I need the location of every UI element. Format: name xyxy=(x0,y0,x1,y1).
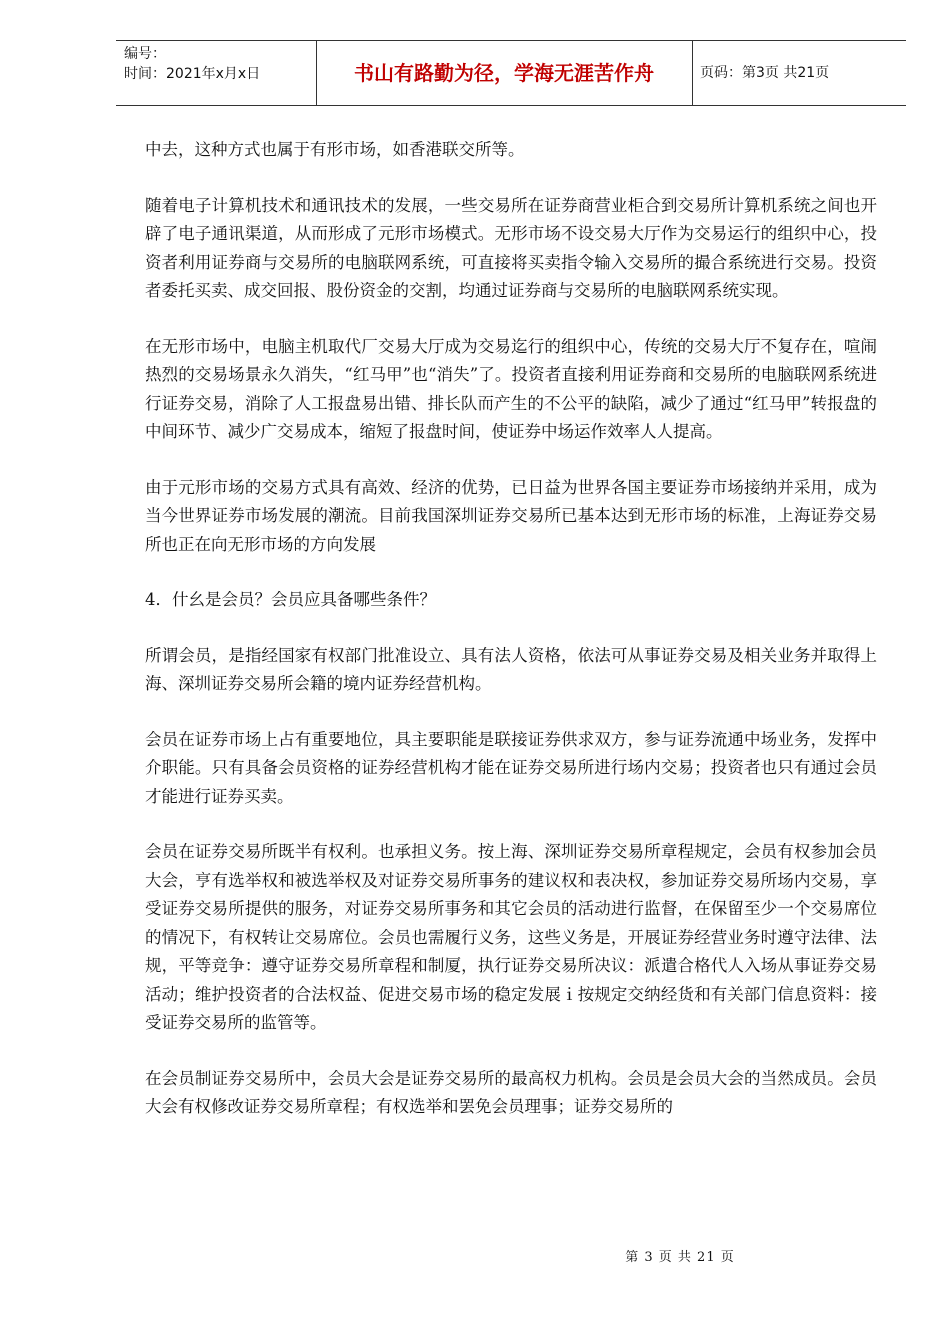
header-page-number: 页码：第3页 共21页 xyxy=(700,65,830,81)
document-body xyxy=(145,136,877,1149)
paragraph: 随着电子计算机技术和通讯技术的发展，一些交易所在证券商营业柜合到交易所计算机系统之间也开辟了电子通讯渠道，从而形成了元形市场模式。无形市场不设交易大厅作为交易运行的组织中心，投资者利用证券商与交易所的电脑联网系统，可直接将买卖指令输入交易所的撮合系统进行交易。投资者委托买卖、成交回报、股份资金的交割，均通过证券商与交易所的电脑联网系统实现。 xyxy=(145,195,877,300)
paragraph: 中去，这种方式也属于有形市场，如香港联交所等。 xyxy=(145,140,525,159)
paragraph: 会员在证券交易所既半有权利。也承担义务。按上海、深圳证券交易所章程规定，会员有权参加会员大会，亨有选举权和被选举权及对证券交易所事务的建议权和表决权，参加证券交易所场内交易，享受证券交易所提供的服务，对证券交易所事务和其它会员的活动进行监督，在保留至少一个交易席位的情况下，有权转让交易席位。会员也需履行义务，这些义务是，开展证券经营业务时遵守法律、法规，平等竞争：遵守证券交易所章程和制厦，执行证券交易所决议：派遣合格代人入场从事证券交易活动；维护投资者的合法权益、促进交易市场的稳定发展ｉ按规定交纳经货和有关部门信息资料：接受证券交易所的监管等。 xyxy=(145,842,877,1032)
paragraph: 所谓会员，是指经国家有权部门批准设立、具有法人资格，依法可从事证券交易及相关业务并取得上海、深圳证券交易所会籍的境内证券经营机构。 xyxy=(145,645,877,693)
page-header xyxy=(116,40,906,106)
time-label: 时间：2021年x月x日 xyxy=(124,66,261,82)
paragraph: 会员在证券市场上占有重要地位，具主要职能是联接证券供求双方，参与证券流通中场业务，发挥中介职能。只有具备会员资格的证券经营机构才能在证券交易所进行场内交易；投资者也只有通过会员才能进行证券买卖。 xyxy=(145,729,877,806)
paragraph: 在无形市场中，电脑主机取代厂交易大厅成为交易迄行的组织中心，传统的交易大厅不复存在，喧闹热烈的交易场景永久消失，“红马甲”也“消失”了。投资者直接利用证券商和交易所的电脑联网系统进行证券交易，消除了人工报盘易出错、排长队而产生的不公平的缺陷，减少了通过“红马甲”转报盘的中间环节、减少广交易成本，缩短了报盘时间，使证券中场运作效率人人提高。 xyxy=(145,336,877,441)
number-label: 编号： xyxy=(124,46,166,62)
paragraph: 在会员制证券交易所中，会员大会是证券交易所的最高权力机构。会员是会员大会的当然成员。会员大会有权修改证券交易所章程；有权选举和罢免会员理事；证券交易所的 xyxy=(145,1068,877,1116)
section-question: 4．什幺是会员？会员应具备哪些条件？ xyxy=(145,590,436,609)
paragraph: 由于元形市场的交易方式具有高效、经济的优势，已日益为世界各国主要证券市场接纳并采用，成为当今世界证券市场发展的潮流。目前我国深圳证券交易所已基本达到无形市场的标准，上海证券交易所也正在向无形市场的方向发展 xyxy=(145,477,877,554)
page-footer: 第 3 页 共 21 页 xyxy=(625,1250,735,1265)
header-slogan: 书山有路勤为径，学海无涯苦作舟 xyxy=(354,61,654,85)
header-divider xyxy=(692,41,693,105)
header-meta xyxy=(124,44,314,84)
